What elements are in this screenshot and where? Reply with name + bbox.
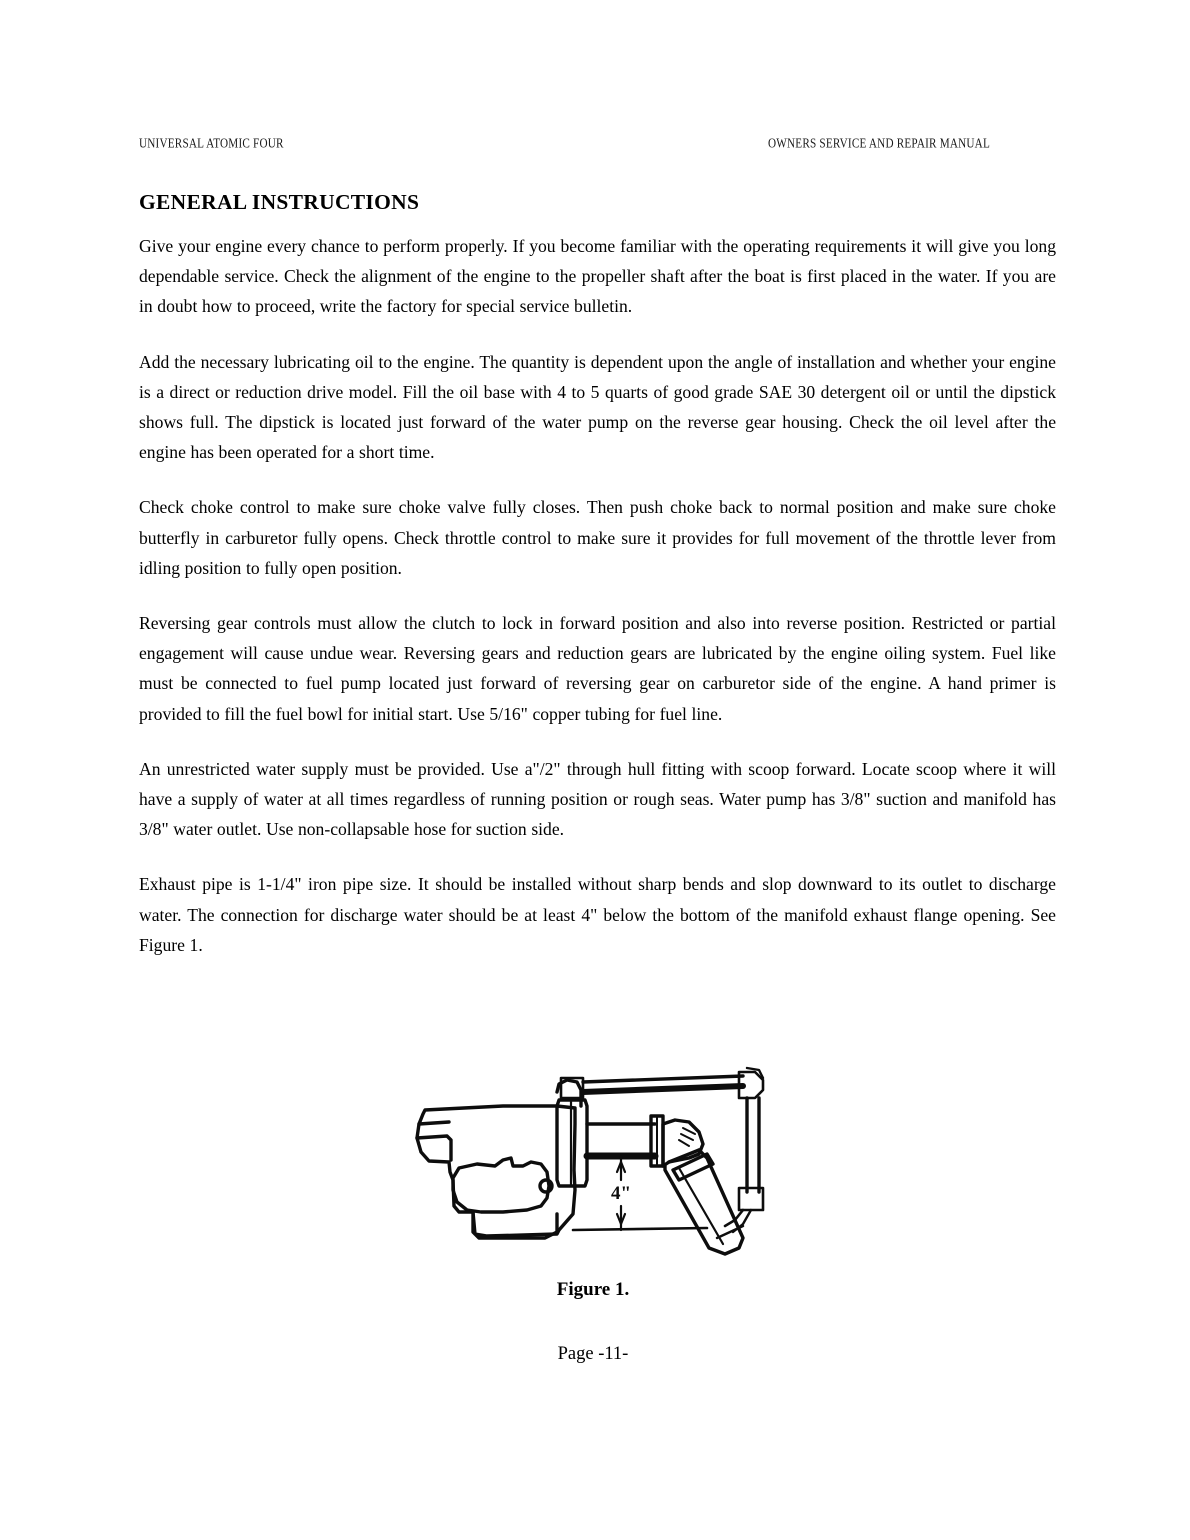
- page-title: GENERAL INSTRUCTIONS: [139, 190, 420, 215]
- running-head-right: OWNERS SERVICE AND REPAIR MANUAL: [767, 136, 990, 151]
- figure-dimension-label: 4": [610, 1183, 632, 1204]
- body-paragraph: Exhaust pipe is 1-1/4" iron pipe size. It should be installed without sharp bends and slop downward to its outlet to discharge water. The connection for discharge water should be at least 4" below the bottom of the manifold exhaust flange opening. See Figure 1.: [139, 874, 1056, 955]
- running-head-left: UNIVERSAL ATOMIC FOUR: [139, 136, 284, 151]
- page-number-wrapper: [0, 1344, 1190, 1365]
- body-paragraph: Reversing gear controls must allow the clutch to lock in forward position and also into reverse position. Restricted or partial engagement will cause undue wear. Reversing gears and reduction gears are lubricated by the engine oiling system. Fuel like must be connected to fuel pump located just forward of reversing gear on carburetor side of the engine. A hand primer is provided to fill the fuel bowl for initial start. Use 5/16" copper tubing for fuel line.: [139, 613, 1056, 724]
- figure-caption: Figure 1.: [556, 1279, 630, 1300]
- body-text-column: [139, 231, 1056, 960]
- body-paragraph: Check choke control to make sure choke valve fully closes. Then push choke back to normal position and make sure choke butterfly in carburetor fully opens. Check throttle control to make sure it provides for full movement of the throttle lever from idling position to fully open position.: [139, 497, 1056, 578]
- figure-caption-wrapper: [0, 1279, 1190, 1301]
- exhaust-manifold-diagram: [407, 1062, 787, 1262]
- body-paragraph: An unrestricted water supply must be provided. Use a"/2" through hull fitting with scoop forward. Locate scoop where it will have a supply of water at all times regardless of running position or rough seas. Water pump has 3/8" suction and manifold has 3/8" water outlet. Use non-collapsable hose for suction side.: [139, 758, 1056, 840]
- body-paragraph: Give your engine every chance to perform properly. If you become familiar with the operating requirements it will give you long dependable service. Check the alignment of the engine to the propeller shaft after the boat is first placed in the water. If you are in doubt how to proceed, write the factory for special service bulletin.: [139, 236, 1056, 317]
- page-number: Page -11-: [557, 1344, 629, 1364]
- figure-1: [139, 1062, 1056, 1262]
- running-head: [139, 136, 990, 155]
- body-paragraph: Add the necessary lubricating oil to the engine. The quantity is dependent upon the angle of installation and whether your engine is a direct or reduction drive model. Fill the oil base with 4 to 5 quarts of good grade SAE 30 detergent oil or until the dipstick shows full. The dipstick is located just forward of the water pump on the reverse gear housing. Check the oil level after the engine has been operated for a short time.: [139, 351, 1056, 463]
